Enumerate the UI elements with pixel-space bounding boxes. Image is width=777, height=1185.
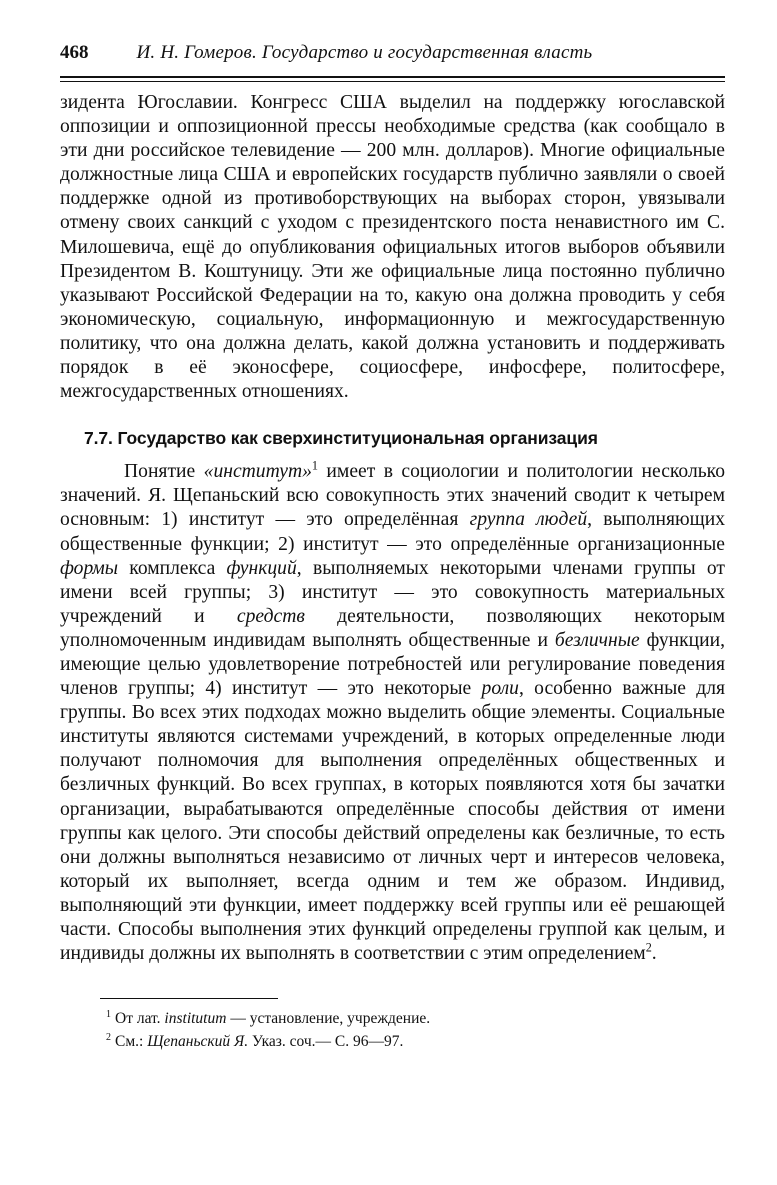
header-rule [60, 76, 725, 82]
footnote-ref: 1 [311, 458, 318, 473]
footnote-author: Щепаньский Я. [147, 1033, 249, 1051]
text-run: , выполняющих общественные функции; 2) институт — это определённые организационные [60, 509, 725, 555]
footnote-term: institutum [164, 1010, 227, 1028]
emphasis-term: роли [481, 678, 519, 700]
text-run: , выполняемых некоторыми членами группы от имени всей группы; 3) институт — это совокупность материальных учреждений и [60, 557, 725, 627]
text-run: имеет в социологии и политологии несколько значений. Я. Щепаньский всю совокупность этих значений сводит к четырем основным: 1) институт — это определённая [60, 461, 725, 531]
text-run: Понятие [124, 461, 204, 483]
footnotes [60, 1005, 725, 1051]
footnote-mark: 2 [106, 1032, 111, 1044]
text-run: , особенно важные для группы. Во всех этих подходах можно выделить общие элементы. Социальные институты являются системами учреждений, в которых определенные люди получают полномочия для выполнения определённых общественных и безличных функций. Во всех группах, в которых появляются хотя бы зачатки организации, вырабатываются определённые способы действия от имени группы как целого. Эти способы действий определены как безличные, то есть они должны выполняться независимо от личных черт и интересов человека, который их выполняет, всегда одним и тем же образом. Индивид, выполняющий эти функции, имеет поддержку всей группы или её решающей части. Способы выполнения этих функций определены группой как целым, и индивиды должны их выполнять в соответствии с этим определением [60, 678, 725, 965]
text-run: комплекса [118, 557, 227, 579]
running-header [60, 40, 725, 66]
footnote-text: — установление, учреждение. [226, 1010, 431, 1028]
emphasis-term: функций [226, 557, 297, 579]
emphasis-term: формы [60, 557, 119, 579]
footnote-mark: 1 [106, 1009, 111, 1021]
footnote-text: См.: [115, 1033, 148, 1051]
footnote-2 [106, 1028, 725, 1051]
emphasis-term: «институт» [203, 461, 312, 483]
text-run: деятельности, позволяющих некоторым уполномоченным индивидам выполнять общественные и [60, 605, 725, 651]
section-heading: 7.7. Государство как сверхинституциональная организация [84, 428, 598, 449]
footnote-text: Указ. соч.— С. 96—97. [248, 1033, 404, 1051]
footnote-text: От лат. [115, 1010, 165, 1028]
running-title: И. Н. Гомеров. Государство и государственная власть [136, 42, 593, 63]
text-run: . [651, 943, 657, 965]
emphasis-term: безличные [554, 629, 640, 651]
paragraph-2 [60, 460, 725, 966]
emphasis-term: средств [236, 605, 305, 627]
footnote-1 [106, 1005, 725, 1028]
footnote-rule [100, 998, 278, 999]
footnote-ref: 2 [645, 940, 652, 955]
page-number: 468 [60, 42, 89, 63]
emphasis-term: группа людей [469, 509, 588, 531]
paragraph-1: зидента Югославии. Конгресс США выделил на поддержку югославской оппозиции и оппозиционной прессы необходимые средства (как сообщало в эти дни российское телевидение — 200 млн. долларов). Многие официальные должностные лица США и европейских государств публично заявляли о своей поддержке одной из противоборствующих на выборах сторон, увязывали отмену своих санкций с уходом с президентского поста ненавистного им С. Милошевича, ещё до опубликования официальных итогов выборов объявили Президентом В. Коштуницу. Эти же официальные лица постоянно публично указывают Российской Федерации на то, какую она должна проводить у себя экономическую, социальную, информационную и межгосударственную политику, что она должна делать, какой должна установить и поддерживать порядок в её эконосфере, социосфере, инфосфере, политосфере, межгосударственных отношениях. [60, 92, 725, 403]
book-page [60, 40, 725, 1052]
text-run: функции, имеющие целью удовлетворение потребностей или регулирование поведения членов группы; 4) институт — это некоторые [60, 629, 726, 700]
